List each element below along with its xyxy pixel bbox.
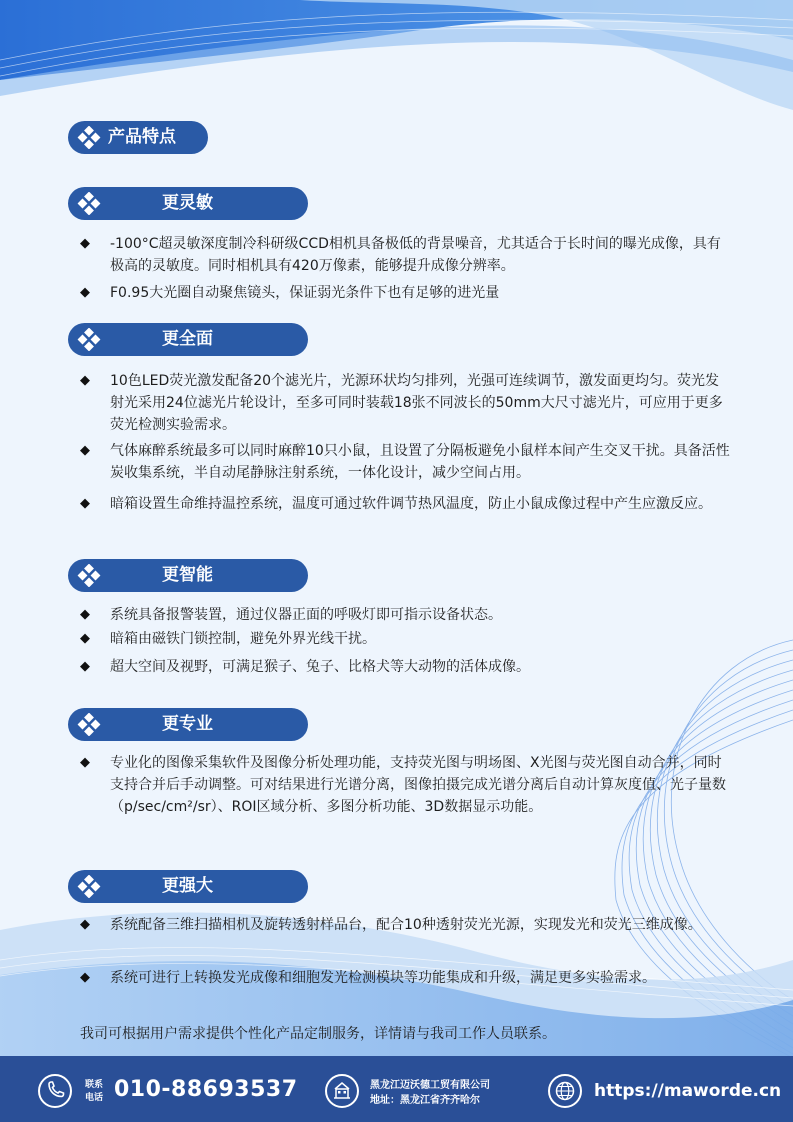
list-item-text: 系统配备三维扫描相机及旋转透射样品台，配合10种透射荧光光源，实现发光和荧光三维成像。 xyxy=(110,917,702,933)
list-item-text: 系统具备报警装置，通过仪器正面的呼吸灯即可指示设备状态。 xyxy=(110,607,502,623)
diamond-bullet-icon: ◆ xyxy=(80,970,90,985)
list-item-text: 暗箱由磁铁门锁控制，避免外界光线干扰。 xyxy=(110,631,376,647)
section-header-intelligent xyxy=(68,559,308,592)
diamond-cluster-icon xyxy=(76,875,102,898)
list-item-text: 暗箱设置生命维持温控系统，温度可通过软件调节热风温度，防止小鼠成像过程中产生应激反应。 xyxy=(110,496,712,512)
diamond-bullet-icon: ◆ xyxy=(80,236,90,251)
contact-label-2: 电话 xyxy=(85,1093,104,1103)
list-item-text: 10色LED荧光激发配备20个滤光片，光源环状均匀排列，光强可连续调节，激发面更均匀。荧光发射光采用24位滤光片轮设计，至多可同时装载18张不同波长的50mm大尺寸滤光片，可应用于更多荧光检测实验需求。 xyxy=(110,373,723,433)
phone-number[interactable]: 010-88693537 xyxy=(114,1077,298,1102)
list-item-text: 超大空间及视野，可满足猴子、兔子、比格犬等大动物的活体成像。 xyxy=(110,659,530,675)
customization-note: 我司可根据用户需求提供个性化产品定制服务，详情请与我司工作人员联系。 xyxy=(80,1026,556,1042)
page-title: 产品特点 xyxy=(108,127,176,147)
section-header-powerful xyxy=(68,870,308,903)
diamond-cluster-icon xyxy=(76,328,102,351)
globe-icon xyxy=(548,1074,582,1108)
section-title: 更全面 xyxy=(162,329,213,349)
contact-label-1: 联系 xyxy=(85,1080,104,1090)
diamond-bullet-icon: ◆ xyxy=(80,373,90,388)
list-item-text: 专业化的图像采集软件及图像分析处理功能，支持荧光图与明场图、X光图与荧光图自动合并，同时支持合并后手动调整。可对结果进行光谱分离，图像拍摄完成光谱分离后自动计算灰度值、光子量数（p/sec/cm²/sr）、ROI区域分析、多图分析功能、3D数据显示功能。 xyxy=(110,755,726,815)
building-icon xyxy=(325,1074,359,1108)
section-header-sensitive xyxy=(68,187,308,220)
website-link[interactable]: https://maworde.cn xyxy=(594,1081,782,1101)
section-header-professional xyxy=(68,708,308,741)
footer xyxy=(0,1056,793,1122)
diamond-bullet-icon: ◆ xyxy=(80,607,90,622)
list-item-text: 气体麻醉系统最多可以同时麻醉10只小鼠，且设置了分隔板避免小鼠样本间产生交叉干扰。具备活性炭收集系统，半自动尾静脉注射系统，一体化设计，减少空间占用。 xyxy=(110,443,730,481)
section-title: 更强大 xyxy=(162,876,213,896)
company-name: 黑龙江迈沃德工贸有限公司 xyxy=(370,1080,490,1091)
diamond-bullet-icon: ◆ xyxy=(80,755,90,770)
diamond-cluster-icon xyxy=(76,713,102,736)
list-item-text: -100°C超灵敏深度制冷科研级CCD相机具备极低的背景噪音，尤其适合于长时间的曝光成像，具有极高的灵敏度。同时相机具有420万像素，能够提升成像分辨率。 xyxy=(110,236,721,274)
diamond-bullet-icon: ◆ xyxy=(80,917,90,932)
section-title: 更专业 xyxy=(162,714,213,734)
list-item-text: F0.95大光圈自动聚焦镜头，保证弱光条件下也有足够的进光量 xyxy=(110,285,500,301)
diamond-bullet-icon: ◆ xyxy=(80,631,90,646)
phone-icon xyxy=(38,1074,72,1108)
section-title: 更智能 xyxy=(162,565,213,585)
diamond-cluster-icon xyxy=(76,126,102,149)
diamond-bullet-icon: ◆ xyxy=(80,443,90,458)
diamond-bullet-icon: ◆ xyxy=(80,659,90,674)
section-header-comprehensive xyxy=(68,323,308,356)
company-address: 地址：黑龙江省齐齐哈尔 xyxy=(370,1095,480,1106)
diamond-bullet-icon: ◆ xyxy=(80,285,90,300)
diamond-bullet-icon: ◆ xyxy=(80,496,90,511)
diamond-cluster-icon xyxy=(76,564,102,587)
product-features-header xyxy=(68,121,208,154)
diamond-cluster-icon xyxy=(76,192,102,215)
section-title: 更灵敏 xyxy=(162,193,213,213)
list-item-text: 系统可进行上转换发光成像和细胞发光检测模块等功能集成和升级，满足更多实验需求。 xyxy=(110,970,656,986)
